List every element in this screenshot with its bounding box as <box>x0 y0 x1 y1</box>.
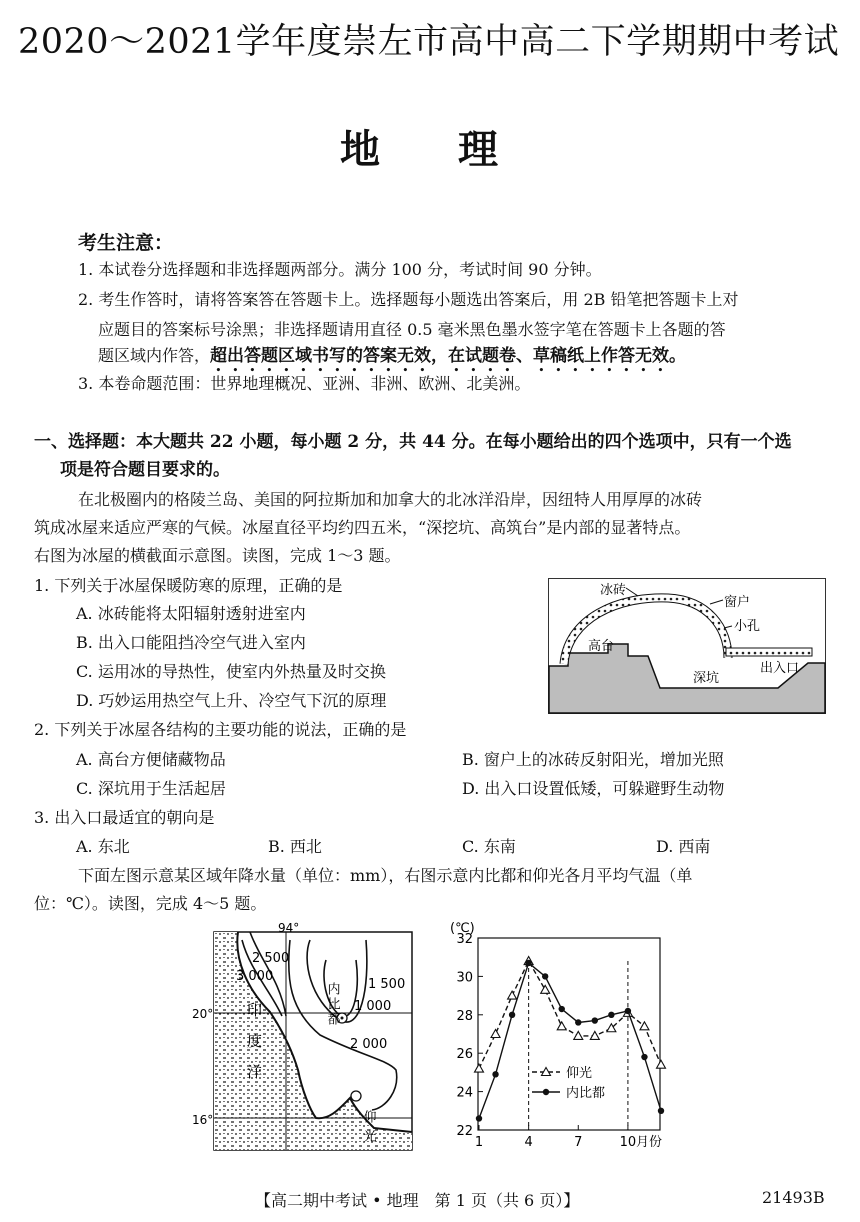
y-tick-label: 22 <box>456 1124 473 1139</box>
latitude-label-16: 16° <box>192 1113 214 1127</box>
question-3-option-d: D. 西南 <box>656 837 711 856</box>
plot-area <box>478 938 660 1130</box>
passage-1-line2: 筑成冰屋来适应严寒的气候。冰屋直径平均约四五米，“深挖坑、高筑台”是内部的显著特点。 <box>34 518 691 537</box>
series-point <box>575 1019 581 1025</box>
emphasis-text-2: 在试题卷、草稿纸上作答无效 <box>448 346 670 366</box>
question-1-option-b: B. 出入口能阻挡冷空气进入室内 <box>76 633 306 652</box>
passage-1-line3: 右图为冰屋的横截面示意图。读图，完成 1～3 题。 <box>34 546 401 565</box>
series-point <box>592 1017 598 1023</box>
label-window: 窗户 <box>724 595 751 610</box>
series-point <box>608 1012 614 1018</box>
series-point <box>476 1115 482 1121</box>
entrance-tunnel <box>726 648 812 656</box>
series-point <box>542 973 548 979</box>
isohyet-label-1000: 1 000 <box>354 999 392 1014</box>
question-2-option-c: C. 深坑用于生活起居 <box>76 779 226 798</box>
x-tick-label: 4 <box>524 1135 533 1150</box>
y-tick-label: 24 <box>456 1085 473 1101</box>
section-1-heading-line2: 项是符合题目要求的。 <box>60 460 230 480</box>
question-2-option-d: D. 出入口设置低矮，可躲避野生动物 <box>462 779 725 798</box>
series-point <box>641 1054 647 1060</box>
question-1-option-c: C. 运用冰的导热性，使室内外热量及时交换 <box>76 662 386 681</box>
longitude-label: 94° <box>278 921 300 935</box>
series-point <box>625 1008 631 1014</box>
x-tick-label: 7 <box>574 1135 583 1150</box>
footer-code: 21493B <box>762 1188 825 1207</box>
question-1-option-d: D. 巧妙运用热空气上升、冷空气下沉的原理 <box>76 691 387 710</box>
series-point <box>559 1006 565 1012</box>
legend-marker <box>543 1089 549 1095</box>
x-axis-label: 月份 <box>636 1135 663 1150</box>
label-platform: 高台 <box>588 639 615 654</box>
series-point <box>509 1012 515 1018</box>
question-2-option-b: B. 窗户上的冰砖反射阳光，增加光照 <box>462 750 724 769</box>
question-3-option-b: B. 西北 <box>268 837 322 856</box>
series-point <box>492 1071 498 1077</box>
series-point <box>658 1108 664 1114</box>
notice-item-2-prefix: 题区域内作答， <box>98 346 211 365</box>
notice-item-3: 3. 本卷命题范围：世界地理概况、亚洲、非洲、欧洲、北美洲。 <box>78 374 531 393</box>
label-small-hole: 小孔 <box>734 619 761 634</box>
notice-heading: 考生注意： <box>78 232 174 254</box>
latitude-label-20: 20° <box>192 1007 214 1021</box>
series-point <box>525 960 531 966</box>
temperature-chart <box>440 920 670 1152</box>
question-3-stem: 3. 出入口最适宜的朝向是 <box>34 808 215 827</box>
rainfall-map-figure <box>190 920 416 1152</box>
label-entrance: 出入口 <box>760 661 800 676</box>
x-tick-label: 1 <box>474 1135 484 1150</box>
igloo-cross-section-figure <box>548 578 826 714</box>
isohyet-label-2500: 2 500 <box>252 951 290 966</box>
emphasis-separator: ， <box>431 346 449 366</box>
y-tick-label: 26 <box>456 1047 473 1063</box>
isohyet-label-1500: 1 500 <box>368 977 406 992</box>
question-1-option-a: A. 冰砖能将太阳辐射透射进室内 <box>76 604 306 623</box>
y-tick-label: 30 <box>456 970 473 986</box>
isohyet-label-3000: 3 000 <box>236 969 274 984</box>
x-tick-label: 10 <box>619 1135 637 1150</box>
emphasis-end: 。 <box>669 346 687 366</box>
notice-item-1: 1. 本试卷分选择题和非选择题两部分。满分 100 分，考试时间 90 分钟。 <box>78 260 602 279</box>
passage-2-line2: 位：℃）。读图，完成 4～5 题。 <box>34 894 267 913</box>
y-unit-label: (℃) <box>450 921 475 936</box>
question-3-option-c: C. 东南 <box>462 837 516 856</box>
y-tick-label: 32 <box>456 932 473 947</box>
passage-1-line1: 在北极圈内的格陵兰岛、美国的阿拉斯加和加拿大的北冰洋沿岸，因纽特人用厚厚的冰砖 <box>78 490 703 509</box>
exam-title: 2020～2021学年度崇左市高中高二下学期期中考试 <box>18 22 840 62</box>
isohyet-label-2000: 2 000 <box>350 1037 388 1052</box>
legend-label: 内比都 <box>566 1086 606 1101</box>
question-3-option-a: A. 东北 <box>76 837 130 856</box>
yangon-marker <box>351 1091 361 1101</box>
subject-title: 地理 <box>340 127 576 173</box>
question-2-option-a: A. 高台方便储藏物品 <box>76 750 226 769</box>
passage-2-line1: 下面左图示意某区域年降水量（单位：mm），右图示意内比都和仰光各月平均气温（单 <box>78 866 693 885</box>
ocean-label: 印度洋 <box>245 1002 263 1095</box>
city-label-yangon: 仰光 <box>360 1110 376 1148</box>
section-1-heading-line1: 一、选择题：本大题共 22 小题，每小题 2 分，共 44 分。在每小题给出的四个选项中，只有一个选 <box>34 432 792 452</box>
notice-item-2-line2: 应题目的答案标号涂黑；非选择题请用直径 0.5 毫米黑色墨水签字笔在答题卡上各题的答 <box>98 320 726 339</box>
emphasis-text-1: 超出答题区域书写的答案无效 <box>210 346 432 366</box>
footer-page-info: 【高二期中考试 • 地理 第 1 页（共 6 页）】 <box>255 1191 580 1210</box>
legend-label: 仰光 <box>566 1066 593 1081</box>
label-ice-brick: 冰砖 <box>600 583 627 598</box>
notice-item-2-line1: 2. 考生作答时，请将答案答在答题卡上。选择题每小题选出答案后，用 2B 铅笔把答题卡上对 <box>78 290 739 309</box>
label-pit: 深坑 <box>693 671 720 686</box>
question-1-stem: 1. 下列关于冰屋保暖防寒的原理，正确的是 <box>34 576 343 595</box>
question-2-stem: 2. 下列关于冰屋各结构的主要功能的说法，正确的是 <box>34 720 407 739</box>
city-label-naypyidaw: 内比都 <box>324 982 340 1027</box>
y-tick-label: 28 <box>456 1008 473 1024</box>
notice-item-2-line3 <box>98 346 686 376</box>
